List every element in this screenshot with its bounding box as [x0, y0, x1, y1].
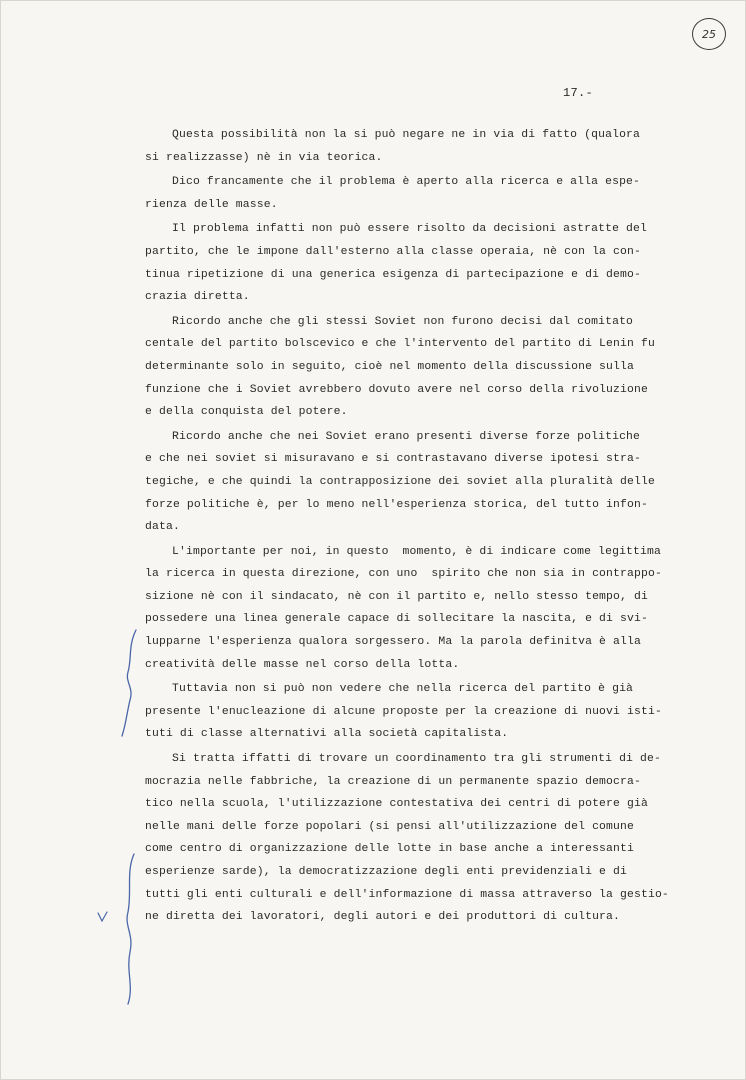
text-line: tegiche, e che quindi la contrapposizione dei soviet alla pluralità delle [145, 475, 655, 488]
text-line: Si tratta iffatti di trovare un coordinamento tra gli strumenti di de- [172, 753, 661, 766]
text-line: ne diretta dei lavoratori, degli autori e dei produttori di cultura. [145, 911, 621, 924]
text-line: creatività delle masse nel corso della lotta. [145, 658, 460, 671]
text-line: possedere una linea generale capace di sollecitare la nascita, e di svi- [145, 613, 648, 626]
text-line: data. [145, 521, 180, 534]
text-line: Ricordo anche che gli stessi Soviet non furono decisi dal comitato [172, 315, 634, 328]
text-line: rienza delle masse. [145, 198, 278, 211]
text-line: la ricerca in questa direzione, con uno spirito che non sia in contrappo- [145, 568, 662, 581]
margin-bracket-lower [118, 852, 144, 1008]
archive-stamp [692, 18, 726, 50]
paragraph [145, 218, 690, 308]
text-line: tuti di classe alternativi alla società capitalista. [145, 728, 509, 741]
paragraph [145, 678, 690, 746]
paragraph [145, 171, 690, 216]
stamp-number: 25 [702, 27, 716, 41]
text-line: funzione che i Soviet avrebbero dovuto avere nel corso della rivoluzione [145, 383, 648, 396]
text-line: come centro di organizzazione delle lotte in base anche a interessanti [145, 843, 634, 856]
text-line: sizione nè con il sindacato, nè con il partito e, nello stesso tempo, di [145, 590, 648, 603]
text-line: forze politiche è, per lo meno nell'esperienza storica, del tutto infon- [145, 498, 648, 511]
text-line: e della conquista del potere. [145, 406, 348, 419]
text-line: presente l'enucleazione di alcune proposte per la creazione di nuovi isti- [145, 705, 662, 718]
paragraph [145, 541, 690, 677]
text-line: Dico francamente che il problema è aperto alla ricerca e alla espe- [172, 176, 641, 189]
document-body [145, 124, 690, 931]
text-line: mocrazia nelle fabbriche, la creazione di un permanente spazio democra- [145, 775, 641, 788]
text-line: tutti gli enti culturali e dell'informazione di massa attraverso la gestio- [145, 888, 669, 901]
text-line: esperienze sarde), la democratizzazione degli enti previdenziali e di [145, 866, 627, 878]
text-line: tico nella scuola, l'utilizzazione contestativa dei centri di potere già [145, 798, 648, 811]
text-line: Il problema infatti non può essere risolto da decisioni astratte del [172, 223, 648, 236]
text-line: nelle mani delle forze popolari (si pensi all'utilizzazione del comune [145, 820, 634, 833]
text-line: Ricordo anche che nei Soviet erano presenti diverse forze politiche [172, 430, 641, 443]
paragraph [145, 426, 690, 539]
text-line: si realizzasse) nè in via teorica. [145, 151, 383, 164]
text-line: e che nei soviet si misuravano e si contrastavano diverse ipotesi stra- [145, 453, 641, 466]
paragraph [145, 124, 690, 169]
text-line: Questa possibilità non la si può negare ne in via di fatto (qualora [172, 129, 641, 141]
margin-bracket-upper [118, 628, 144, 740]
text-line: Tuttavia non si può non vedere che nella ricerca del partito è già [172, 683, 634, 696]
margin-checkmark [96, 910, 110, 924]
text-line: tinua ripetizione di una generica esigenza di partecipazione e di demo- [145, 268, 641, 281]
text-line: crazia diretta. [145, 291, 250, 304]
paragraph [145, 748, 690, 929]
paragraph [145, 311, 690, 424]
page-number: 17.- [563, 86, 594, 100]
text-line: partito, che le impone dall'esterno alla classe operaia, nè con la con- [145, 245, 641, 258]
text-line: lupparne l'esperienza qualora sorgessero. Ma la parola definitva è alla [145, 636, 641, 649]
text-line: L'importante per noi, in questo momento, è di indicare come legittima [172, 545, 661, 558]
text-line: centale del partito bolscevico e che l'intervento del partito di Lenin fu [145, 338, 655, 351]
text-line: determinante solo in seguito, cioè nel momento della discussione sulla [145, 360, 634, 373]
